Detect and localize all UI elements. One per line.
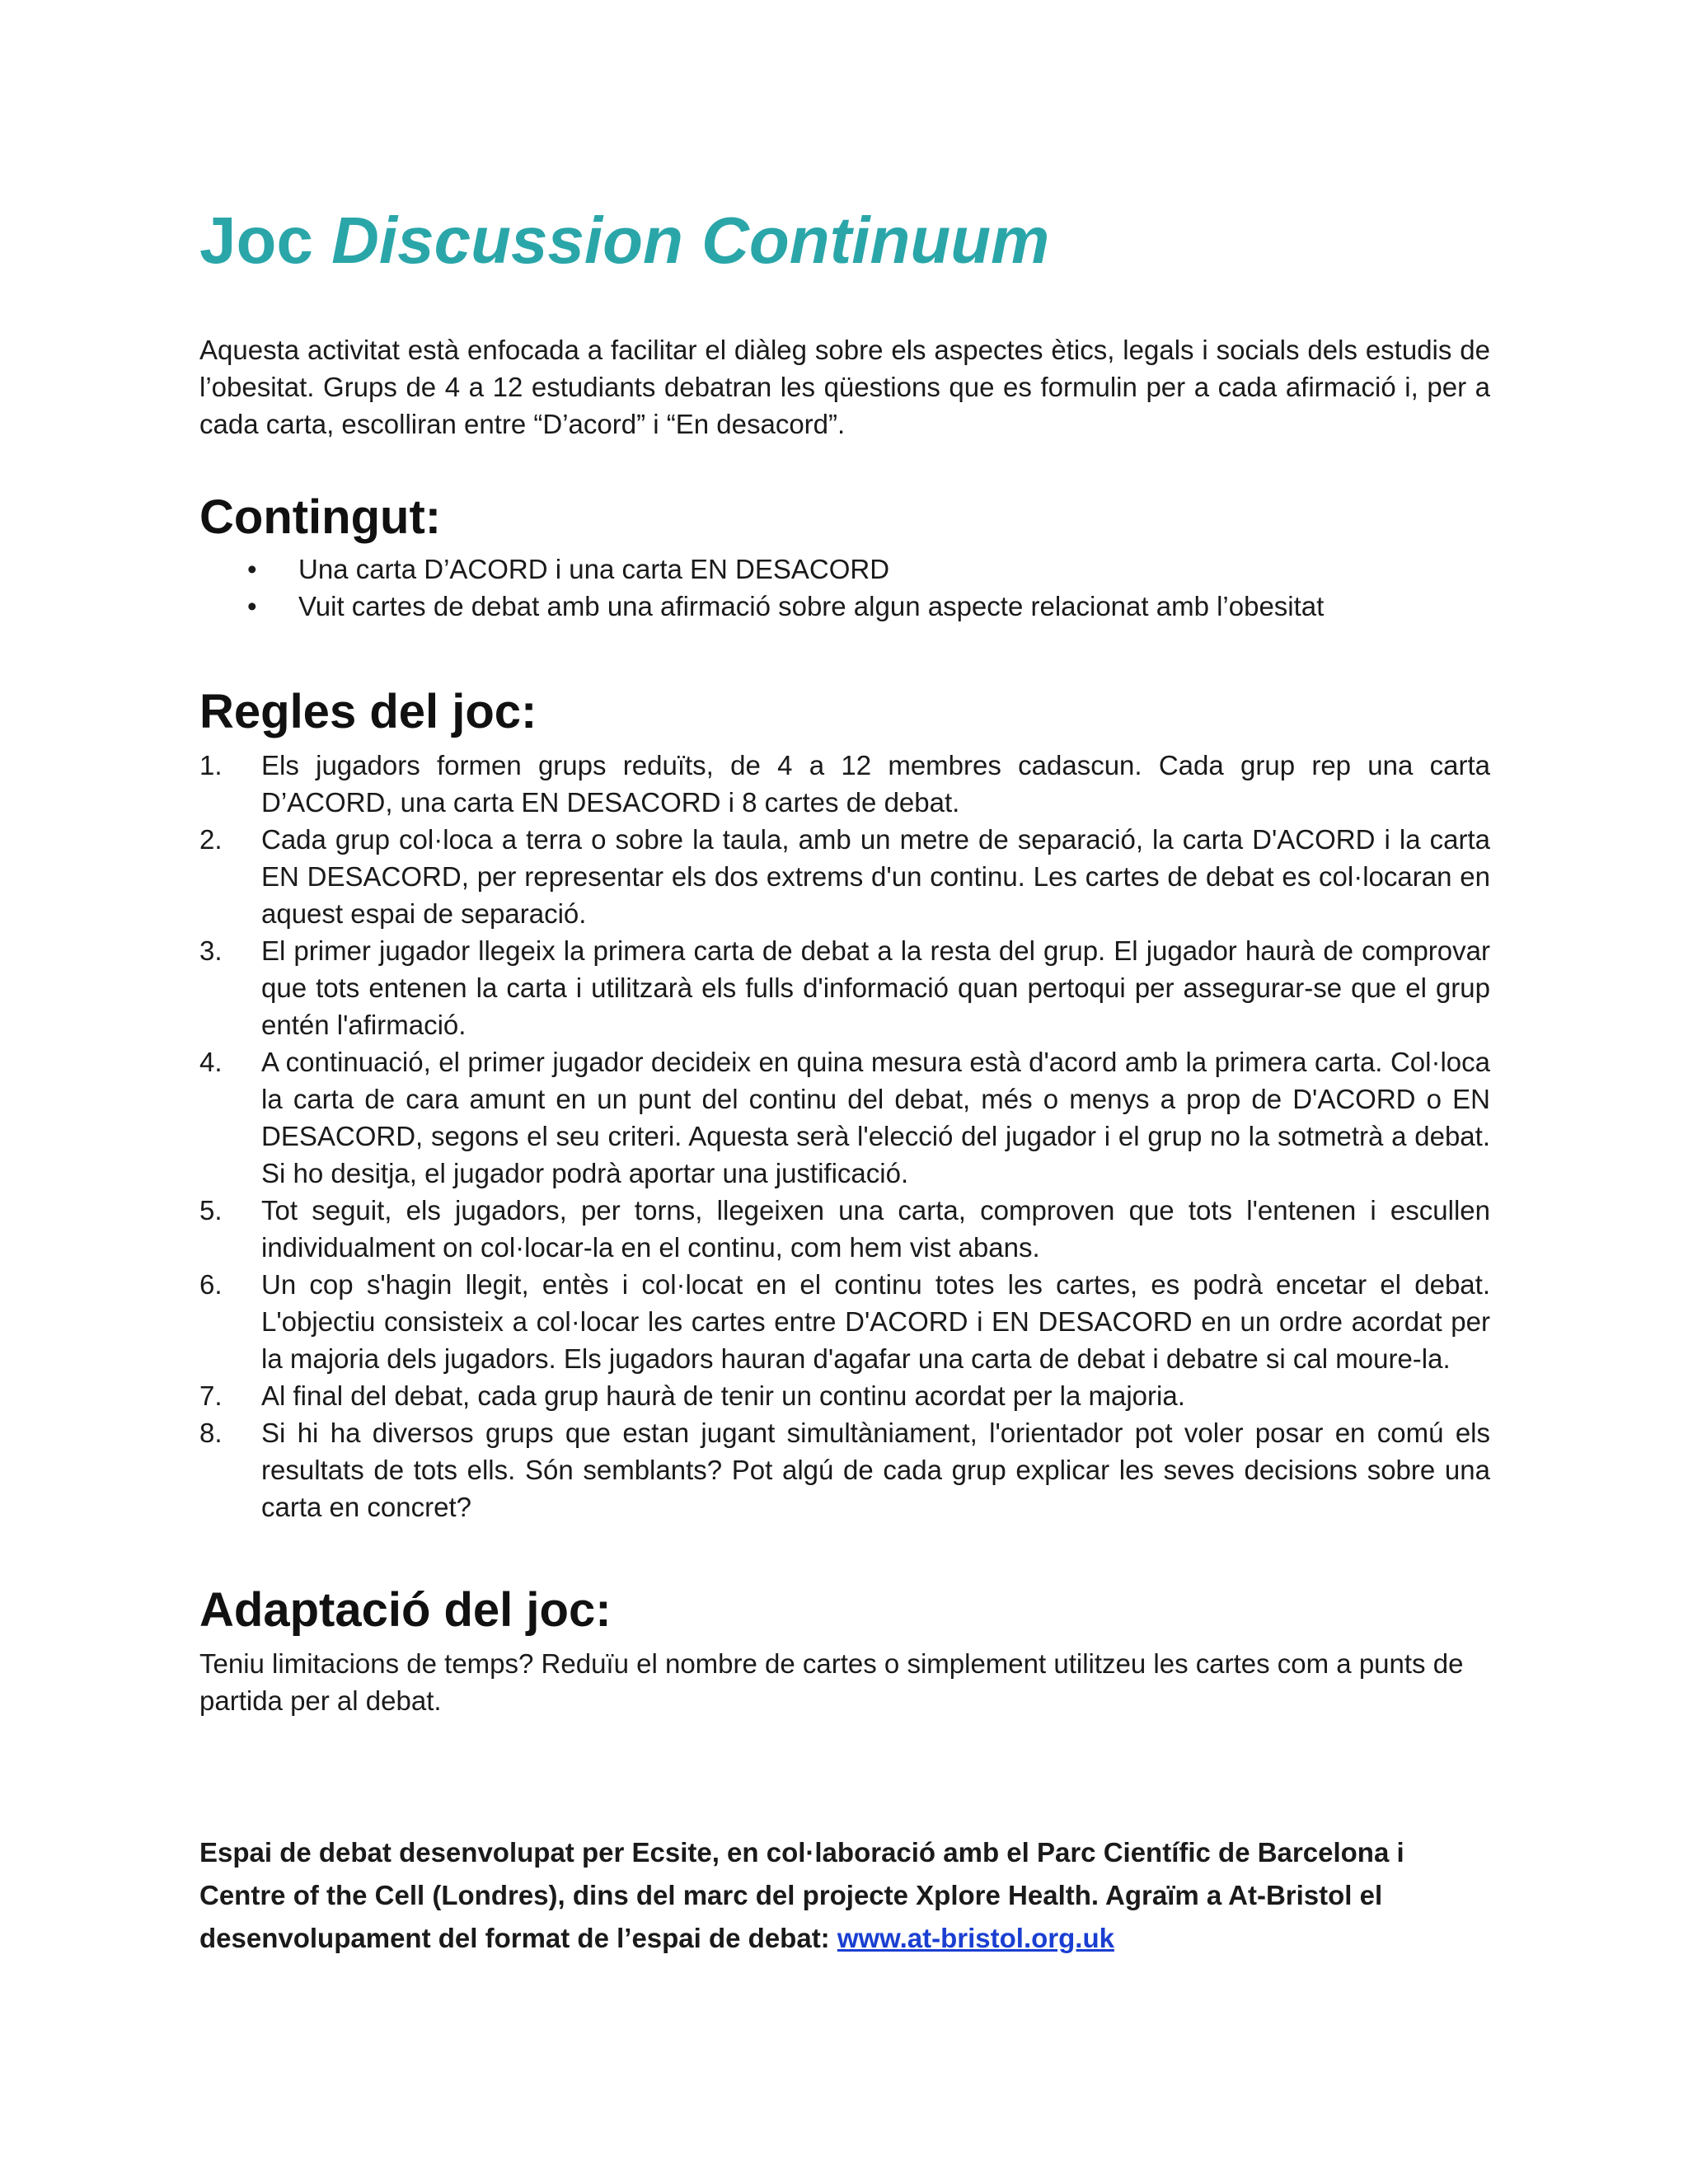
list-item-text: Vuit cartes de debat amb una afirmació sobre algun aspecte relacionat amb l’obesitat: [298, 591, 1325, 621]
list-item: [199, 588, 1324, 625]
rule-text: Tot seguit, els jugadors, per torns, llegeixen una carta, comproven que tots l'entenen i escullen individualment on col·locar-la en el continu, com hem vist abans.: [261, 1195, 1490, 1263]
rule-item: [199, 1043, 1490, 1192]
intro-paragraph: Aquesta activitat està enfocada a facilitar el diàleg sobre els aspectes ètics, legals i socials dels estudis de l’obesitat. Grups de 4 a 12 estudiants debatran les qüestions que es formulin per a cada afirmació i, per a cada carta, escolliran entre “D’acord” i “En desacord”.: [199, 335, 1490, 439]
content-heading: Contingut:: [199, 490, 442, 544]
rule-text: El primer jugador llegeix la primera carta de debat a la resta del grup. El jugador haurà de comprovar que tots entenen la carta i utilitzarà els fulls d'informació quan pertoqui per assegurar-se que el grup entén l'afirmació.: [261, 935, 1490, 1040]
adaptation-paragraph: Teniu limitacions de temps? Reduïu el nombre de cartes o simplement utilitzeu les cartes com a punts de partida per al debat.: [199, 1648, 1464, 1716]
title-prefix: Joc: [199, 204, 313, 277]
rule-item: [199, 1192, 1490, 1266]
rule-text: A continuació, el primer jugador decideix en quina mesura està d'acord amb la primera carta. Col·loca la carta de cara amunt en un punt del continu del debat, més o menys a prop de D'ACORD o EN DESACORD, segons el seu criteri. Aquesta serà l'elecció del jugador i el grup no la sotmetrà a debat. Si ho desitja, el jugador podrà aportar una justificació.: [261, 1047, 1490, 1188]
rule-number: 3.: [199, 935, 223, 966]
rule-item: [199, 747, 1490, 821]
bullet-icon: •: [247, 554, 257, 584]
credits-text: Espai de debat desenvolupat per Ecsite, en col·laboració amb el Parc Científic de Barcelona i Centre of the Cell (Londres), dins del marc del projecte Xplore Health. Agraïm a At-Bristol el desenvolupament del format de l’espai de debat:: [199, 1837, 1404, 1953]
rule-number: 4.: [199, 1047, 223, 1077]
rule-text: Al final del debat, cada grup haurà de tenir un continu acordat per la majoria.: [261, 1380, 1185, 1411]
at-bristol-link[interactable]: www.at-bristol.org.uk: [837, 1923, 1114, 1953]
rule-item: [199, 1266, 1490, 1377]
rules-heading: Regles del joc:: [199, 685, 537, 738]
rule-text: Cada grup col·loca a terra o sobre la taula, amb un metre de separació, la carta D'ACORD i la carta EN DESACORD, per representar els dos extrems d'un continu. Les cartes de debat es col·locaran en aquest espai de separació.: [261, 824, 1490, 929]
rule-text: Un cop s'hagin llegit, entès i col·locat en el continu totes les cartes, es podrà encetar el debat. L'objectiu consisteix a col·locar les cartes entre D'ACORD i EN DESACORD en un ordre acordat per la majoria dels jugadors. Els jugadors hauran d'agafar una carta de debat i debatre si cal moure-la.: [261, 1269, 1490, 1374]
rule-item: [199, 1377, 1490, 1414]
rule-text: Els jugadors formen grups reduïts, de 4 a 12 membres cadascun. Cada grup rep una carta D’ACORD, una carta EN DESACORD i 8 cartes de debat.: [261, 750, 1490, 818]
rule-number: 1.: [199, 750, 223, 780]
rule-item: [199, 821, 1490, 932]
rule-number: 2.: [199, 824, 223, 855]
rule-number: 7.: [199, 1380, 223, 1411]
rule-text: Si hi ha diversos grups que estan jugant simultàniament, l'orientador pot voler posar en comú els resultats de tots ells. Són semblants? Pot algú de cada grup explicar les seves decisions sobre una carta en concret?: [261, 1418, 1490, 1522]
content-list: [199, 551, 1324, 625]
bullet-icon: •: [247, 591, 257, 621]
rule-item: [199, 1414, 1490, 1526]
rule-number: 8.: [199, 1418, 223, 1448]
credits-paragraph: [199, 1831, 1490, 1960]
rule-number: 6.: [199, 1269, 223, 1300]
list-item-text: Una carta D’ACORD i una carta EN DESACORD: [298, 554, 890, 584]
rule-item: [199, 932, 1490, 1043]
adaptation-heading: Adaptació del joc:: [199, 1583, 612, 1637]
page-title: [199, 204, 1049, 277]
rule-number: 5.: [199, 1195, 223, 1226]
title-emphasis: Discussion Continuum: [331, 204, 1050, 277]
rules-list: [199, 747, 1490, 1526]
list-item: [199, 551, 1324, 588]
